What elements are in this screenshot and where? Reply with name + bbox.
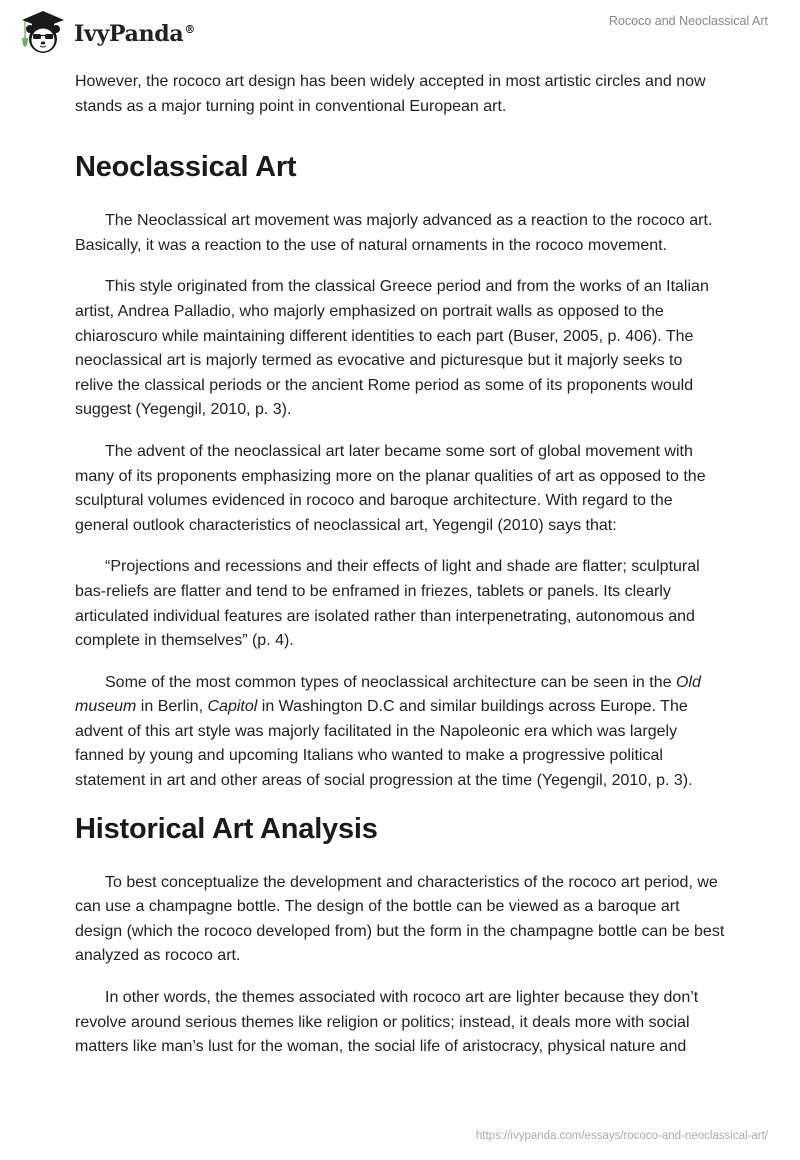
paragraph: To best conceptualize the development and characteristics of the rococo art period, we can use a champagne bottle. The design of the bottle can be viewed as a baroque art design (which the rococo developed from) but the form in the champagne bottle can be best analyzed as rococo art. xyxy=(75,873,725,965)
paragraph: In other words, the themes associated with rococo art are lighter because they don’t revolve around serious themes like religion or politics; instead, it deals more with social matters like man’s lust for the woman, the social life of aristocracy, physical nature and xyxy=(75,989,699,1056)
paragraph: Some of the most common types of neoclassical architecture can be seen in the Old museum in Berlin, Capitol in Washington D.C and similar buildings across Europe. The advent of this art style was majorly facilitated in the Napoleonic era which was largely fanned by young and upcoming Italians who wanted to make a progressive political statement in art and other areas of social progression at the time (Yegengil, 2010, p. 3). xyxy=(75,673,701,790)
intro-paragraph: However, the rococo art design has been widely accepted in most artistic circles and now stands as a major turning point in conventional European art. xyxy=(75,73,706,115)
paragraph: The advent of the neoclassical art later became some sort of global movement with many of its proponents emphasizing more on the planar qualities of art as opposed to the sculptural volumes evidenced in rococo and baroque architecture. With regard to the general outlook characteristics of neoclassical art, Yegengil (2010) says that: xyxy=(75,442,706,534)
footer-url[interactable]: https://ivypanda.com/essays/rococo-and-neoclassical-art/ xyxy=(475,1130,768,1142)
section-heading-historical: Historical Art Analysis xyxy=(75,812,378,845)
section-heading-neoclassical: Neoclassical Art xyxy=(75,151,297,184)
panda-graduate-icon xyxy=(18,8,68,56)
paragraph: This style originated from the classical Greece period and from the works of an Italian artist, Andrea Palladio, who majorly emphasized on portrait walls as opposed to the chiaroscuro while maintaining different identities to each part (Buser, 2005, p. 406). The neoclassical art is majorly termed as evocative and picturesque but it majorly seeks to relive the classical periods or the ancient Rome period as some of its proponents would suggest (Yegengil, 2010, p. 3). xyxy=(75,278,709,419)
article-body xyxy=(75,70,725,1077)
page-header xyxy=(0,0,800,60)
logo-text: IvyPanda® xyxy=(74,21,196,47)
quote-paragraph: “Projections and recessions and their effects of light and shade are flatter; sculptural bas-reliefs are flatter and tend to be enframed in friezes, tablets or panels. Its clearly articulated individual features are isolated rather than interpenetrating, autonomous and complete in themselves” (p. 4). xyxy=(75,558,700,650)
italic-term: Old museum xyxy=(75,673,701,716)
page-title: Rococo and Neoclassical Art xyxy=(608,14,768,28)
paragraph: The Neoclassical art movement was majorly advanced as a reaction to the rococo art. Basically, it was a reaction to the use of natural ornaments in the rococo movement. xyxy=(75,212,713,254)
italic-term: Capitol xyxy=(207,698,258,716)
logo[interactable] xyxy=(18,8,195,56)
